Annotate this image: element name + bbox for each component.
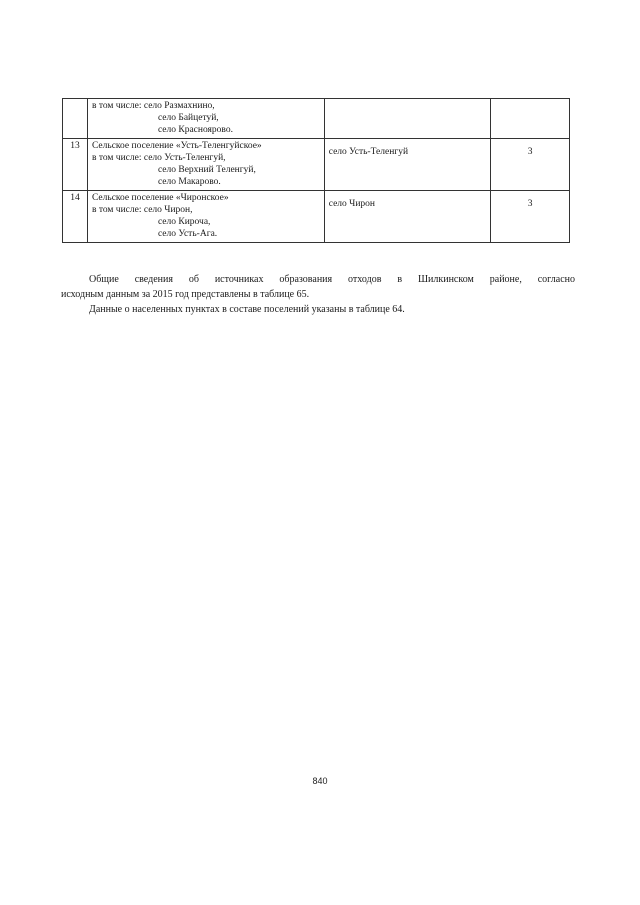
description-line: Сельское поселение «Усть-Теленгуйское»	[91, 141, 262, 151]
row-number: 13	[63, 139, 88, 191]
row-description	[87, 99, 324, 139]
description-line: в том числе: село Размахнино,	[91, 101, 215, 111]
row-number	[63, 99, 88, 139]
description-line: село Кироча,	[157, 217, 211, 227]
row-description	[87, 191, 324, 243]
paragraph-waste-sources	[61, 272, 575, 302]
description-line: село Красноярово.	[157, 125, 233, 135]
admin-center-text: село Чирон	[328, 199, 375, 209]
row-description	[87, 139, 324, 191]
row-number: 14	[63, 191, 88, 243]
paragraph-line: Общие сведения об источниках образования отходов в Шилкинском районе, согласно	[89, 274, 575, 285]
row-admin-center	[324, 139, 491, 191]
table-row	[63, 99, 570, 139]
settlements-table	[62, 98, 570, 243]
description-line: село Верхний Теленгуй,	[157, 165, 256, 175]
row-count	[491, 191, 570, 243]
description-line: село Байцетуй,	[157, 113, 219, 123]
paragraph-settlements-ref: Данные о населенных пунктах в составе поселений указаны в таблице 64.	[89, 304, 405, 315]
count-text: 3	[527, 147, 533, 157]
description-line: Сельское поселение «Чиронское»	[91, 193, 229, 203]
row-admin-center	[324, 191, 491, 243]
row-admin-center	[324, 99, 491, 139]
description-line: село Усть-Ага.	[157, 229, 218, 239]
table-row	[63, 139, 570, 191]
count-text: 3	[527, 199, 533, 209]
description-line: в том числе: село Чирон,	[91, 205, 193, 215]
row-count	[491, 139, 570, 191]
description-line: село Макарово.	[157, 177, 221, 187]
page-number: 840	[312, 776, 328, 786]
description-line: в том числе: село Усть-Теленгуй,	[91, 153, 226, 163]
row-count	[491, 99, 570, 139]
paragraph-line: исходным данным за 2015 год представлены в таблице 65.	[61, 289, 310, 300]
table-row	[63, 191, 570, 243]
admin-center-text: село Усть-Теленгуй	[328, 147, 409, 157]
